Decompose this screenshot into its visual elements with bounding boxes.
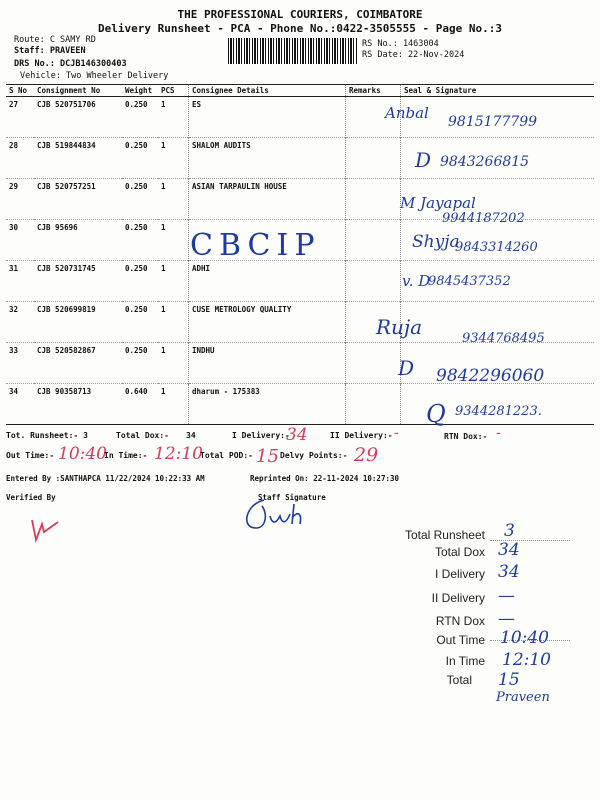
sno: 34 xyxy=(6,384,34,425)
col-consignee: Consignee Details xyxy=(189,85,346,97)
sno: 31 xyxy=(6,261,34,302)
drs-number: DRS No.: DCJB146300403 xyxy=(14,59,127,69)
remarks xyxy=(346,261,401,302)
col-remarks: Remarks xyxy=(346,85,401,97)
col-weight: Weight xyxy=(122,85,158,97)
total-pod-value: 15 xyxy=(256,446,279,467)
phone-32: 9344768495 xyxy=(462,331,545,346)
weight: 0.640 xyxy=(122,384,158,425)
consignment-no: CJB 520757251 xyxy=(34,179,122,220)
weight: 0.250 xyxy=(122,302,158,343)
remarks xyxy=(346,138,401,179)
consignee: CUSE METROLOGY QUALITY xyxy=(189,302,346,343)
pcs: 1 xyxy=(158,261,189,302)
phone-34: 9344281223. xyxy=(455,404,542,419)
consignment-no: CJB 520582867 xyxy=(34,343,122,384)
sno: 33 xyxy=(6,343,34,384)
remarks xyxy=(346,384,401,425)
rtn-dox-label: RTN Dox:- xyxy=(444,432,488,441)
remarks xyxy=(346,220,401,261)
signature-31: v. D xyxy=(402,272,431,290)
barcode xyxy=(228,38,358,64)
signature-33: D xyxy=(398,356,415,380)
pcs: 1 xyxy=(158,220,189,261)
route: Route: C SAMY RD xyxy=(14,35,96,45)
col-seal-signature: Seal & Signature xyxy=(401,85,595,97)
pcs: 1 xyxy=(158,302,189,343)
signature-34: Q xyxy=(426,400,446,428)
summary-value: 12:10 xyxy=(502,650,551,670)
consignment-no: CJB 520751706 xyxy=(34,97,122,138)
summary-label: I Delivery xyxy=(434,567,485,581)
phone-29: 9944187202 xyxy=(442,211,525,226)
verified-by: Verified By xyxy=(6,493,56,502)
phone-27: 9815177799 xyxy=(448,114,538,130)
signature-32: Ruja xyxy=(376,315,423,339)
reprinted-on: Reprinted On: 22-11-2024 10:27:30 xyxy=(250,474,400,483)
total-pod-label: Total POD:- xyxy=(200,451,253,460)
delvy-points-label: Delvy Points:- xyxy=(280,451,348,460)
phone-33: 9842296060 xyxy=(436,366,545,386)
sno: 27 xyxy=(6,97,34,138)
phone-31: 9845437352 xyxy=(428,274,511,289)
summary-value: 34 xyxy=(498,562,520,582)
pcs: 1 xyxy=(158,343,189,384)
signature-29: M Jayapal xyxy=(400,194,476,212)
weight: 0.250 xyxy=(122,97,158,138)
vehicle: Vehicle: Two Wheeler Delivery xyxy=(20,71,169,81)
summary-label: RTN Dox xyxy=(435,614,485,628)
consignment-no: CJB 95696 xyxy=(34,220,122,261)
i-delivery-value: 34 xyxy=(286,425,308,445)
summary-value: 10:40 xyxy=(500,628,549,648)
phone-28: 9843266815 xyxy=(440,154,530,170)
consignee: INDHU xyxy=(189,343,346,384)
total-dox-label: Total Dox:- xyxy=(116,431,169,440)
tot-runsheet: Tot. Runsheet:- 3 xyxy=(6,431,88,440)
col-pcs: PCS xyxy=(158,85,189,97)
consignment-no: CJB 520731745 xyxy=(34,261,122,302)
staff-signature-scribble-icon xyxy=(236,494,336,538)
runsheet-subtitle: Delivery Runsheet - PCA - Phone No.:0422-3505555 - Page No.:3 xyxy=(98,22,502,35)
staff: Staff: PRAVEEN xyxy=(14,46,86,56)
summary-value: 34 xyxy=(498,540,520,560)
row30-handwriting: CBCIP xyxy=(190,228,321,263)
summary-label: Total xyxy=(446,673,472,687)
sno: 28 xyxy=(6,138,34,179)
signature-30: Shyja xyxy=(412,232,460,252)
rs-date: RS Date: 22-Nov-2024 xyxy=(362,50,465,60)
consignee: ADHI xyxy=(189,261,346,302)
rs-number: RS No.: 1463004 xyxy=(362,39,439,49)
company-title: THE PROFESSIONAL COURIERS, COIMBATORE xyxy=(177,8,423,21)
remarks xyxy=(346,179,401,220)
consignment-no: CJB 519844834 xyxy=(34,138,122,179)
consignee: ES xyxy=(189,97,346,138)
summary-label: Total Runsheet xyxy=(404,528,485,542)
table-header-row xyxy=(6,85,594,97)
weight: 0.250 xyxy=(122,343,158,384)
sno: 30 xyxy=(6,220,34,261)
signature-27: Anbal xyxy=(385,104,429,122)
ii-delivery-label: II Delivery:- xyxy=(330,431,393,440)
delvy-points-value: 29 xyxy=(354,444,379,466)
weight: 0.250 xyxy=(122,261,158,302)
col-consignment: Consignment No xyxy=(34,85,122,97)
summary-label: In Time xyxy=(445,654,485,668)
summary-value: 3 xyxy=(504,521,515,541)
verification-tick-icon xyxy=(28,510,62,550)
consignee: ASIAN TARPAULIN HOUSE xyxy=(189,179,346,220)
entered-by: Entered By :SANTHAPCA 11/22/2024 10:22:33 AM xyxy=(6,474,205,483)
summary-value: — xyxy=(498,609,515,629)
pcs: 1 xyxy=(158,97,189,138)
weight: 0.250 xyxy=(122,220,158,261)
consignment-no: CJB 520699819 xyxy=(34,302,122,343)
out-time-value: 10:40 xyxy=(58,444,107,464)
summary-value: 15 xyxy=(498,670,520,690)
pcs: 1 xyxy=(158,138,189,179)
summary-signature: Praveen xyxy=(496,690,550,705)
out-time-label: Out Time:- xyxy=(6,451,55,460)
weight: 0.250 xyxy=(122,179,158,220)
phone-30: 9843314260 xyxy=(455,240,538,255)
pcs: 1 xyxy=(158,384,189,425)
consignee: SHALOM AUDITS xyxy=(189,138,346,179)
ii-delivery-value: - xyxy=(394,425,399,441)
consignee: dharum - 175383 xyxy=(189,384,346,425)
pcs: 1 xyxy=(158,179,189,220)
staff-signature-label: Staff Signature xyxy=(258,493,326,502)
summary-label: II Delivery xyxy=(431,591,485,605)
in-time-label: In Time:- xyxy=(104,451,148,460)
consignment-no: CJB 90358713 xyxy=(34,384,122,425)
in-time-value: 12:10 xyxy=(154,444,203,464)
summary-label: Out Time xyxy=(436,633,485,647)
sno: 29 xyxy=(6,179,34,220)
summary-value: — xyxy=(498,586,515,606)
weight: 0.250 xyxy=(122,138,158,179)
signature-28: D xyxy=(415,148,432,172)
summary-label: Total Dox xyxy=(434,545,485,559)
remarks xyxy=(346,343,401,384)
rtn-dox-value: - xyxy=(496,425,501,441)
sno: 32 xyxy=(6,302,34,343)
i-delivery-label: I Delivery:- xyxy=(232,431,290,440)
col-sno: S No xyxy=(6,85,34,97)
total-dox-value: 34 xyxy=(186,431,196,440)
